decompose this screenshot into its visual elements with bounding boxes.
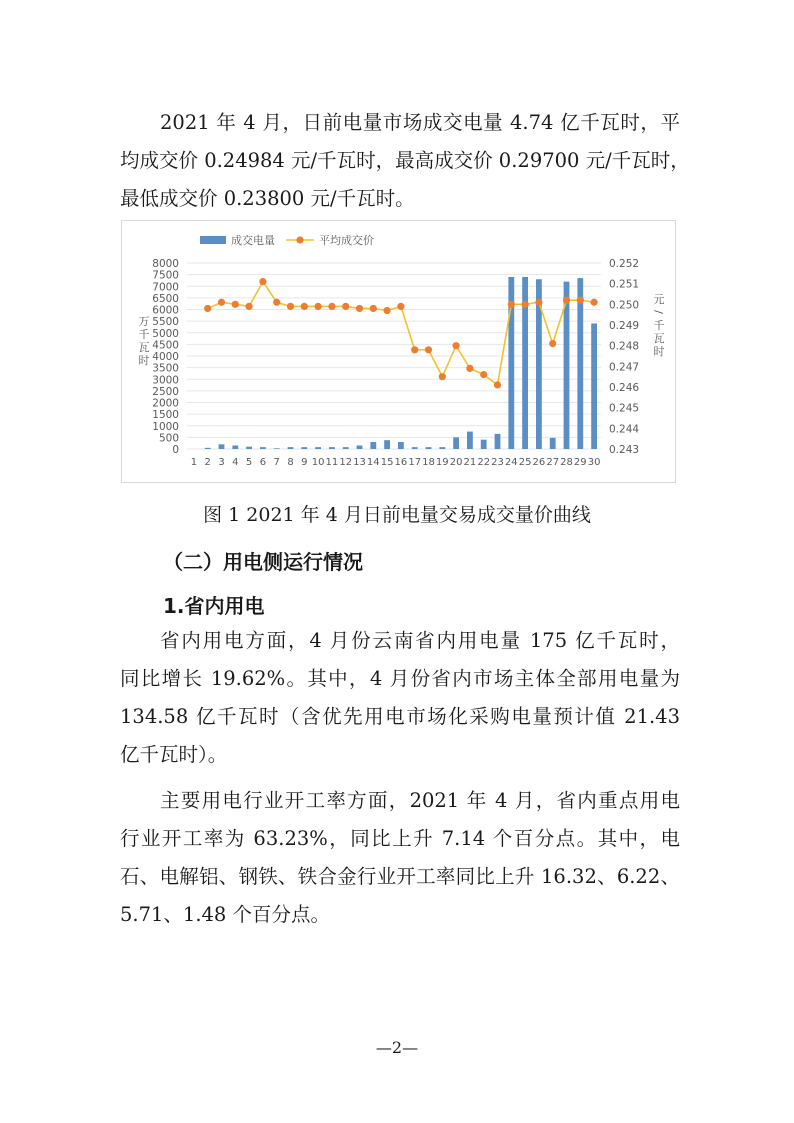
x-tick-label: 5 [245,457,253,468]
bar [232,446,238,449]
x-tick-label: 23 [491,457,504,468]
x-tick-label: 12 [339,457,353,468]
axis-title-char: / [652,310,665,314]
legend-bar-label: 成交电量 [231,234,275,247]
bar [343,447,349,449]
y-right-tick-label: 0.250 [609,299,640,312]
y-left-tick-label: 1000 [152,420,179,433]
y-left-tick-label: 3500 [152,362,179,375]
y-left-tick-label: 5500 [152,316,179,329]
price-point [508,301,515,308]
price-point [453,342,460,349]
x-tick-label: 29 [573,457,587,468]
price-point [439,373,446,380]
axis-title-char: 万 [138,315,150,328]
price-point [315,303,322,310]
y-left-tick-label: 7500 [152,269,179,282]
bar [591,323,597,449]
bar [384,440,390,449]
axis-title-char: 瓦 [653,332,665,345]
x-tick-label: 4 [232,457,239,468]
paragraph-line: 同比增长 19.62%。其中，4 月份省内市场主体全部用电量为 [120,667,680,690]
paragraph-line: 石、电解铝、钢铁、铁合金行业开工率同比上升 16.32、6.22、 [120,865,680,888]
y-left-tick-label: 500 [158,432,179,445]
paragraph-industry-operating-rate [120,782,680,934]
bar [495,434,501,449]
price-point [204,305,211,312]
price-point [591,299,598,306]
bar [370,442,376,449]
x-tick-label: 13 [353,457,366,468]
y-left-tick-label: 1500 [152,409,179,422]
bar [481,440,487,449]
x-tick-label: 14 [366,457,380,468]
paragraph-line: 最低成交价 0.23800 元/千瓦时。 [120,187,415,210]
price-point [577,297,584,304]
x-tick-label: 26 [532,457,546,468]
x-tick-label: 21 [463,457,477,468]
x-tick-label: 27 [546,457,560,468]
paragraph-line: 行业开工率为 63.23%，同比上升 7.14 个百分点。其中，电 [120,827,680,850]
legend-line-label: 平均成交价 [319,234,374,247]
price-point [356,305,363,312]
bar [246,447,252,449]
x-tick-label: 10 [311,457,325,468]
y-right-tick-label: 0.246 [609,382,640,394]
paragraph-line: 省内用电方面，4 月份云南省内用电量 175 亿千瓦时， [160,629,680,652]
bar [426,447,432,449]
price-point [301,303,308,310]
x-tick-label: 22 [477,457,491,468]
price-point [549,340,556,347]
price-point [232,301,239,308]
bar [301,447,307,449]
subsection-heading: 1.省内用电 [163,594,265,618]
section-heading: （二）用电侧运行情况 [163,550,363,574]
y-right-tick-label: 0.245 [609,402,640,415]
paragraph-trading-summary [120,104,690,218]
price-point [384,307,391,314]
bar [357,446,363,449]
y-left-tick-label: 5000 [152,327,179,340]
x-tick-label: 18 [422,457,435,468]
x-tick-label: 25 [518,457,532,468]
bar [398,442,404,449]
bar [412,447,418,449]
price-point [425,346,432,353]
price-point [535,299,542,306]
y-left-tick-label: 7000 [152,281,179,294]
y-left-tick-label: 4000 [152,351,179,363]
y-right-tick-label: 0.243 [609,444,640,456]
price-point [273,299,280,306]
x-tick-label: 20 [449,457,463,468]
bar [550,438,556,449]
x-tick-label: 7 [273,457,280,468]
price-point [246,303,253,310]
bar [260,447,266,449]
axis-title-char: 千 [653,319,665,332]
axis-title-char: 瓦 [138,341,150,354]
x-tick-label: 8 [287,457,294,468]
y-left-tick-label: 8000 [152,258,179,270]
y-left-tick-label: 2500 [152,385,179,398]
paragraph-line: 主要用电行业开工率方面，2021 年 4 月，省内重点用电 [160,789,680,812]
y-right-tick-label: 0.251 [609,278,640,291]
price-point [466,365,473,372]
bar [329,447,335,449]
paragraph-line: 2021 年 4 月，日前电量市场成交电量 4.74 亿千瓦时，平 [160,111,680,134]
price-point [370,305,377,312]
axis-title-char: 千 [138,328,150,341]
bar [274,448,280,449]
x-tick-label: 16 [394,457,408,468]
x-tick-label: 2 [204,457,211,468]
bar [219,444,225,449]
price-point [411,346,418,353]
y-right-tick-label: 0.252 [609,258,640,270]
price-point [397,303,404,310]
x-tick-label: 30 [587,457,601,468]
x-tick-label: 28 [560,457,573,468]
y-right-tick-label: 0.247 [609,361,640,374]
price-point [494,381,501,388]
x-tick-label: 6 [259,457,267,468]
bar [288,447,294,449]
price-point [328,303,335,310]
paragraph-line: 均成交价 0.24984 元/千瓦时，最高成交价 0.29700 元/千瓦时， [120,149,690,172]
y-left-tick-label: 4500 [152,339,179,352]
paragraph-provincial-consumption [120,622,680,774]
bar [315,447,321,449]
axis-title-char: 时 [138,354,150,367]
x-tick-label: 3 [218,457,225,468]
x-tick-label: 9 [301,457,308,468]
figure-caption: 图 1 2021 年 4 月日前电量交易成交量价曲线 [203,504,591,526]
x-tick-label: 15 [380,457,394,468]
price-point [259,278,266,285]
x-tick-label: 19 [435,457,449,468]
legend-bar-swatch [200,236,226,244]
axis-title-char: 元 [653,293,665,306]
y-left-tick-label: 6500 [152,292,179,305]
price-point [342,303,349,310]
axis-title-char: 时 [653,345,665,358]
x-tick-label: 11 [325,457,339,468]
x-tick-label: 24 [504,457,518,468]
bar [467,432,473,449]
paragraph-line: 5.71、1.48 个百分点。 [120,903,331,926]
y-left-tick-label: 6000 [152,304,179,317]
chart-svg [122,221,675,482]
bar [453,437,459,449]
paragraph-line: 134.58 亿千瓦时（含优先用电市场化采购电量预计值 21.43 [120,705,680,728]
price-point [522,301,529,308]
paragraph-line: 亿千瓦时）。 [120,743,228,766]
price-point [218,299,225,306]
y-left-tick-label: 3000 [152,374,179,387]
y-right-tick-label: 0.249 [609,320,640,332]
bar [439,447,445,449]
x-tick-label: 1 [190,457,198,468]
legend-line-marker [296,236,303,243]
price-volume-chart [121,220,676,483]
price-point [563,297,570,304]
page-number: —2— [375,1038,419,1057]
y-right-axis-title [652,293,665,358]
y-left-tick-label: 0 [172,444,179,456]
y-left-axis-title [139,315,150,367]
y-left-tick-label: 2000 [152,397,179,410]
y-right-tick-label: 0.244 [609,423,640,436]
x-tick-label: 17 [408,457,422,468]
y-right-tick-label: 0.248 [609,340,640,353]
price-point [480,371,487,378]
bar [205,448,211,449]
price-point [287,303,294,310]
